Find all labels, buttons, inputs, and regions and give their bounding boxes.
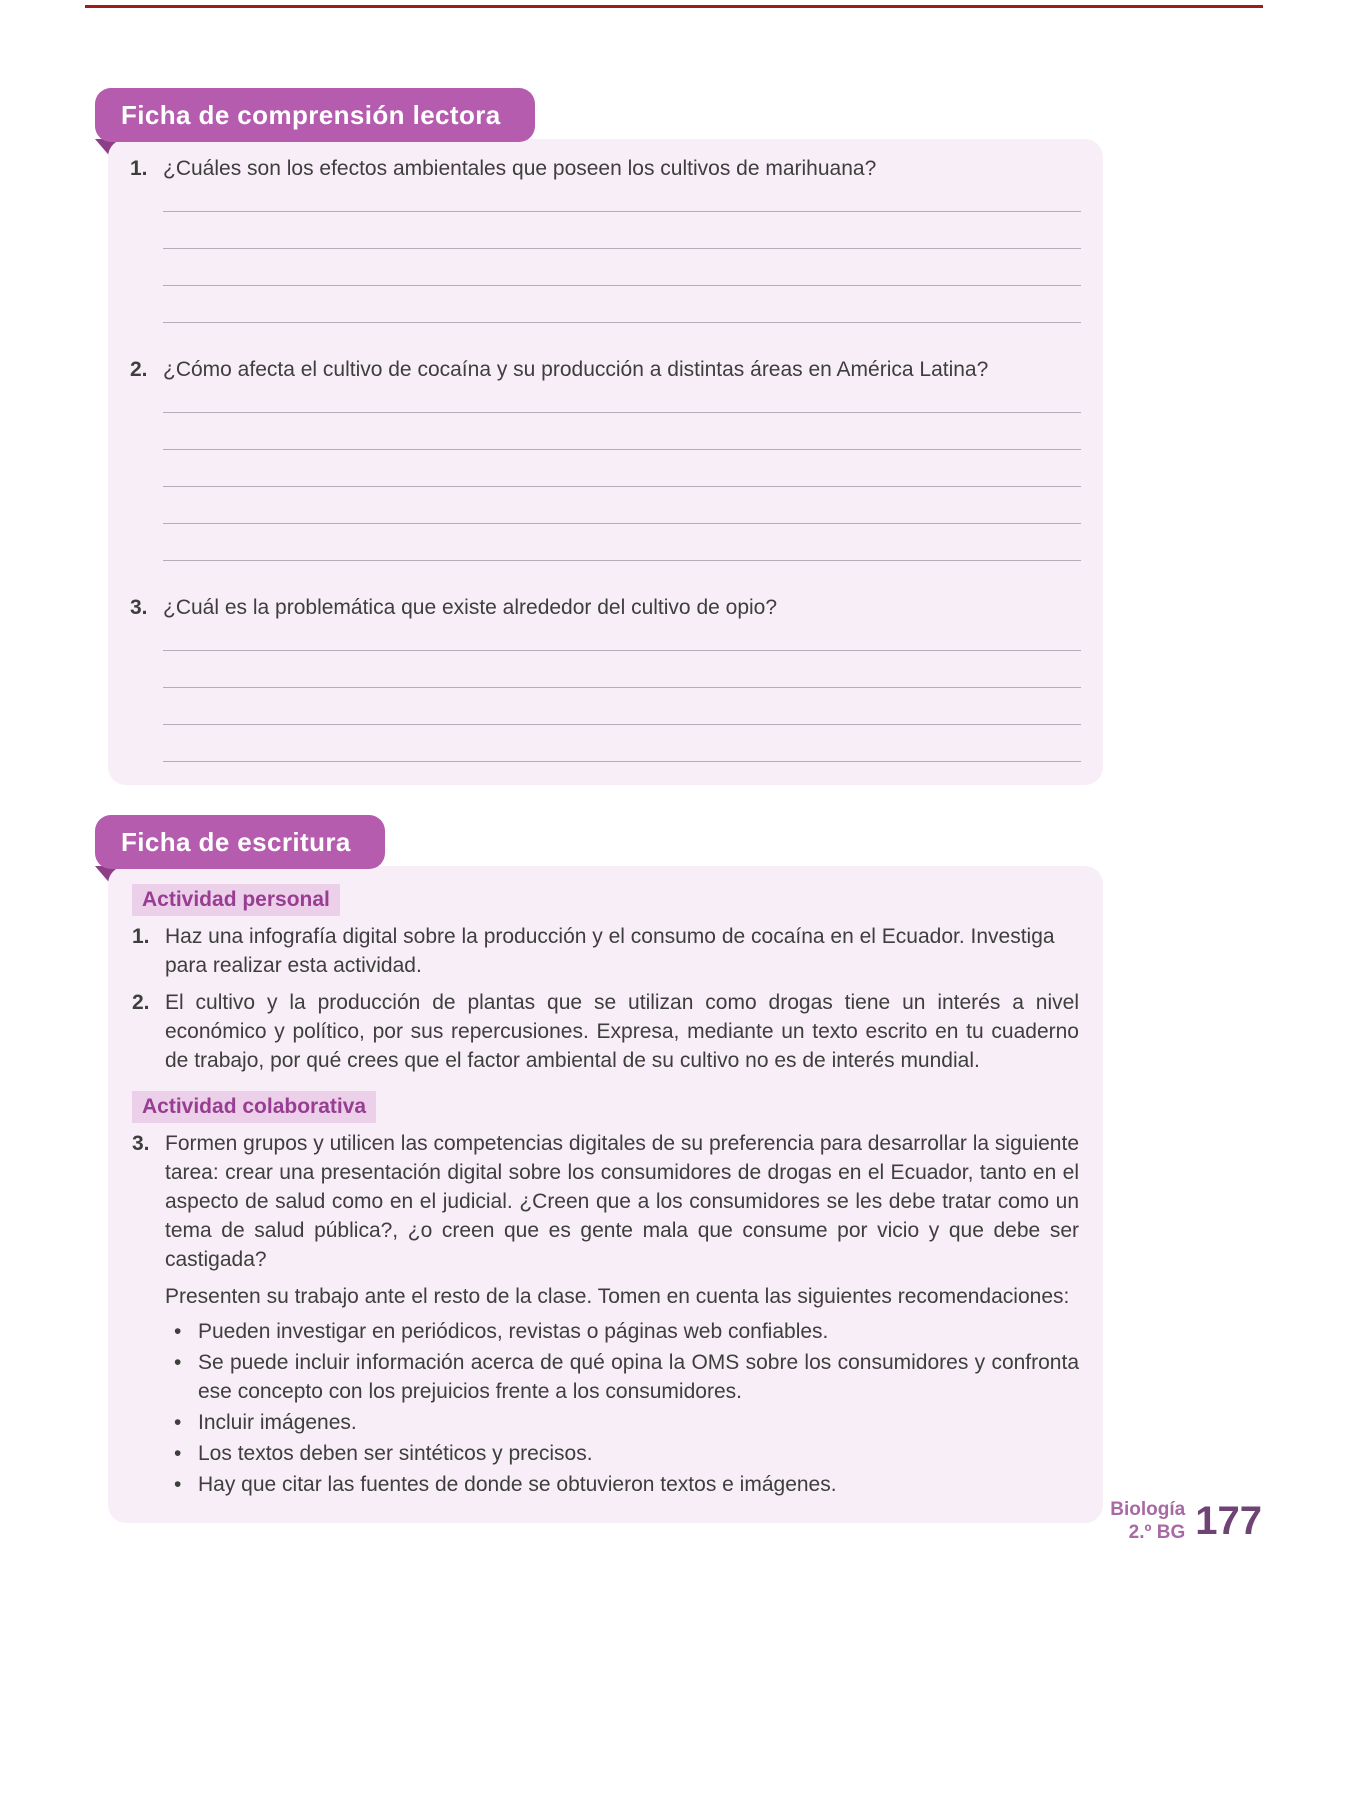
writing-item xyxy=(132,922,1079,980)
page-footer xyxy=(1110,1498,1262,1544)
list-item-text: Los textos deben ser sintéticos y precisos. xyxy=(198,1442,593,1465)
top-rule-decoration xyxy=(85,5,1263,8)
list-item xyxy=(168,1439,1079,1468)
question-row xyxy=(130,155,1081,183)
footer-subject: Biología xyxy=(1110,1499,1186,1520)
item-number: 1. xyxy=(132,925,150,948)
question-number: 1. xyxy=(130,157,148,180)
answer-line xyxy=(163,249,1081,286)
personal-activity-label: Actividad personal xyxy=(132,884,340,916)
list-item xyxy=(168,1348,1079,1406)
recommendations-list xyxy=(168,1317,1079,1499)
question-number: 2. xyxy=(130,358,148,381)
question-row xyxy=(130,356,1081,384)
bullet-icon: • xyxy=(174,1442,182,1465)
answer-line xyxy=(163,286,1081,323)
bullet-icon: • xyxy=(174,1351,182,1374)
answer-line xyxy=(163,622,1081,651)
answer-line xyxy=(163,688,1081,725)
writing-item xyxy=(132,988,1079,1075)
collaborative-activity-label: Actividad colaborativa xyxy=(132,1091,376,1123)
reading-section-badge xyxy=(95,88,535,142)
question-row xyxy=(130,594,1081,622)
item-text: Haz una infografía digital sobre la producción y el consumo de cocaína en el Ecuador. Investiga para realizar esta actividad. xyxy=(165,925,1055,977)
answer-line xyxy=(163,384,1081,413)
bullet-icon: • xyxy=(174,1320,182,1343)
answer-line xyxy=(163,651,1081,688)
recommendations-intro: Presenten su trabajo ante el resto de la clase. Tomen en cuenta las siguientes recomendaciones: xyxy=(165,1285,1070,1308)
item-number: 3. xyxy=(132,1132,150,1155)
answer-line xyxy=(163,183,1081,212)
footer-grade: 2.º BG xyxy=(1128,1522,1186,1543)
bullet-icon: • xyxy=(174,1473,182,1496)
reading-panel xyxy=(108,139,1103,785)
answer-lines xyxy=(163,183,1081,323)
writing-panel xyxy=(108,866,1103,1523)
answer-line xyxy=(163,212,1081,249)
question-text: ¿Cuál es la problemática que existe alrededor del cultivo de opio? xyxy=(163,596,778,619)
item-text: Formen grupos y utilicen las competencias digitales de su preferencia para desarrollar la siguiente tarea: crear una presentación digital sobre los consumidores de drogas en el Ecuador, tanto en el aspecto de salud como en el judicial. ¿Creen que a los consumidores se les debe tratar como un tema de salud pública?, ¿o creen que es gente mala que consume por vicio y que debe ser castigada? xyxy=(165,1132,1079,1271)
item-number: 2. xyxy=(132,991,150,1014)
writing-section xyxy=(95,815,1103,1523)
page-number: 177 xyxy=(1195,1499,1262,1543)
list-item xyxy=(168,1317,1079,1346)
question-number: 3. xyxy=(130,596,148,619)
question-block xyxy=(130,155,1081,323)
answer-lines xyxy=(163,384,1081,561)
question-block xyxy=(130,356,1081,561)
writing-section-title: Ficha de escritura xyxy=(121,827,351,857)
question-text: ¿Cómo afecta el cultivo de cocaína y su producción a distintas áreas en América Latina? xyxy=(163,358,989,381)
reading-comprehension-section xyxy=(95,88,1103,785)
answer-lines xyxy=(163,622,1081,762)
list-item-text: Incluir imágenes. xyxy=(198,1411,357,1434)
answer-line xyxy=(163,413,1081,450)
bullet-icon: • xyxy=(174,1411,182,1434)
list-item-text: Se puede incluir información acerca de qué opina la OMS sobre los consumidores y confronta ese concepto con los prejuicios frente a los consumidores. xyxy=(198,1351,1079,1403)
list-item-text: Pueden investigar en periódicos, revistas o páginas web confiables. xyxy=(198,1320,829,1343)
item-text: El cultivo y la producción de plantas que se utilizan como drogas tiene un interés a nivel económico y político, por sus repercusiones. Expresa, mediante un texto escrito en tu cuaderno de trabajo, por qué crees que el factor ambiental de su cultivo no es de interés mundial. xyxy=(165,991,1079,1072)
writing-section-badge xyxy=(95,815,385,869)
answer-line xyxy=(163,725,1081,762)
list-item xyxy=(168,1408,1079,1437)
list-item xyxy=(168,1470,1079,1499)
question-block xyxy=(130,594,1081,762)
list-item-text: Hay que citar las fuentes de donde se obtuvieron textos e imágenes. xyxy=(198,1473,837,1496)
footer-subject-block xyxy=(1110,1498,1185,1544)
answer-line xyxy=(163,450,1081,487)
answer-line xyxy=(163,524,1081,561)
question-text: ¿Cuáles son los efectos ambientales que poseen los cultivos de marihuana? xyxy=(163,157,877,180)
writing-item xyxy=(132,1129,1079,1274)
reading-section-title: Ficha de comprensión lectora xyxy=(121,100,501,130)
answer-line xyxy=(163,487,1081,524)
